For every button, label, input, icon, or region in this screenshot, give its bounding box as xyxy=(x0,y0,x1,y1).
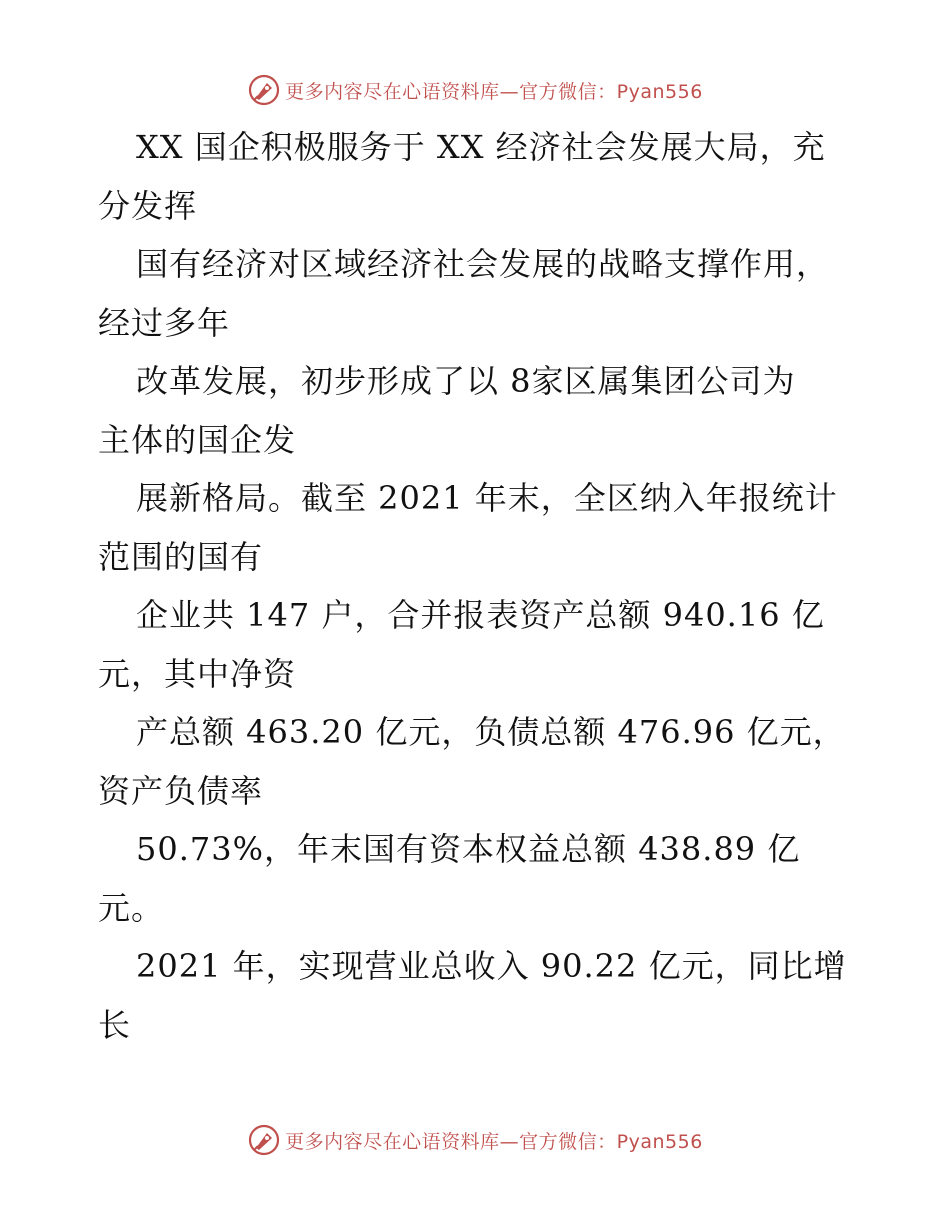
footer-banner xyxy=(0,1120,950,1160)
pen-nib-logo-icon xyxy=(247,73,281,107)
header-banner xyxy=(0,70,950,110)
body-line: 企业共 147 户，合并报表资产总额 940.16 亿 xyxy=(136,596,825,634)
header-banner-text: 更多内容尽在心语资料库—官方微信：Pyan556 xyxy=(285,80,703,103)
body-line: 长 xyxy=(98,1005,132,1044)
footer-banner-text: 更多内容尽在心语资料库—官方微信：Pyan556 xyxy=(285,1130,703,1153)
body-line: 50.73%，年末国有资本权益总额 438.89 亿 xyxy=(136,830,801,868)
body-line: 元。 xyxy=(98,888,165,927)
pen-nib-logo-icon xyxy=(247,1123,281,1157)
body-line: 分发挥 xyxy=(98,186,198,225)
body-line: 2021 年，实现营业总收入 90.22 亿元，同比增 xyxy=(136,947,847,985)
body-line: 展新格局。截至 2021 年末，全区纳入年报统计 xyxy=(136,479,838,517)
body-line: 主体的国企发 xyxy=(98,420,297,459)
body-line: XX 国企积极服务于 XX 经济社会发展大局，充 xyxy=(136,128,826,166)
body-line: 产总额 463.20 亿元，负债总额 476.96 亿元， xyxy=(136,713,846,751)
body-line: 改革发展，初步形成了以 8家区属集团公司为 xyxy=(136,362,796,400)
body-line: 资产负债率 xyxy=(98,771,264,810)
body-line: 范围的国有 xyxy=(98,537,264,576)
body-line: 国有经济对区域经济社会发展的战略支撑作用， xyxy=(136,245,830,283)
body-line: 元，其中净资 xyxy=(98,654,297,693)
body-line: 经过多年 xyxy=(98,303,231,342)
document-body xyxy=(98,118,868,1054)
